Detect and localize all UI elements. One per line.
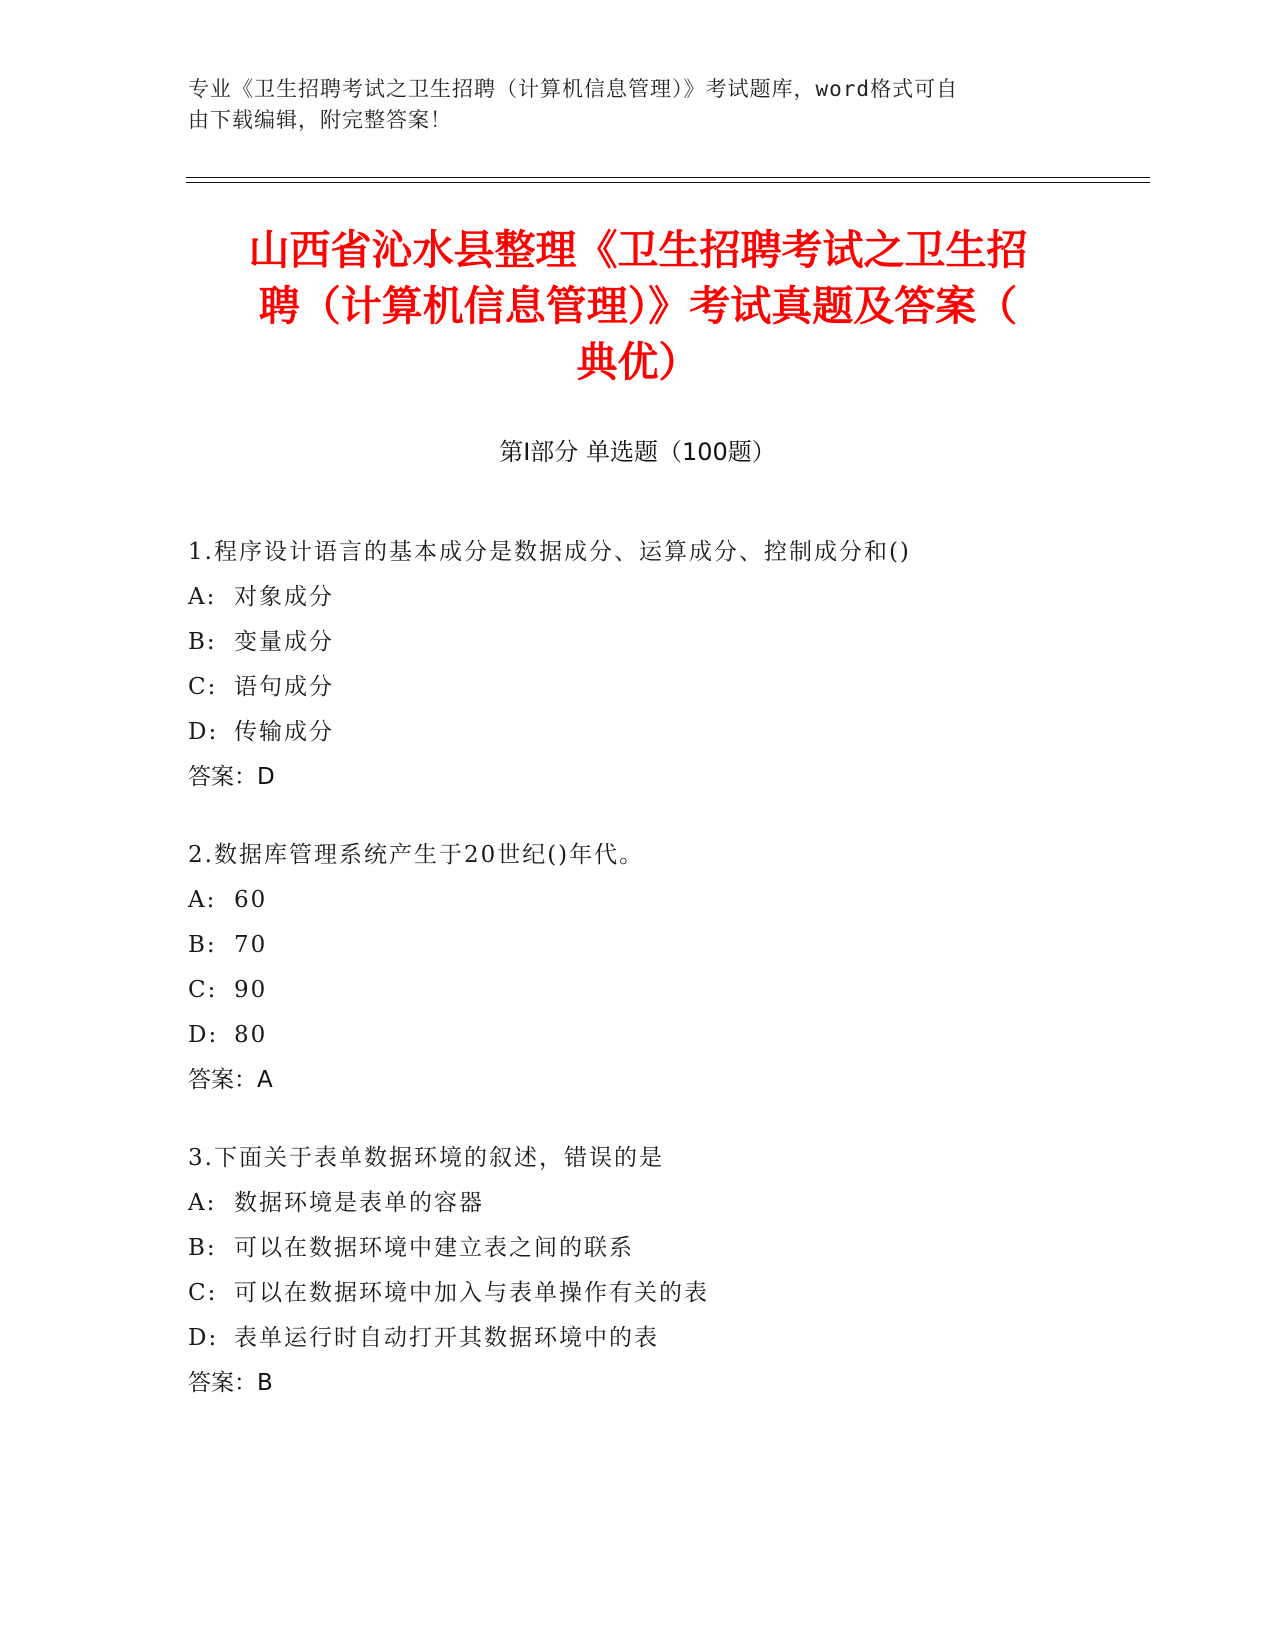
option-a bbox=[188, 878, 1118, 923]
question-list bbox=[188, 530, 1118, 1439]
section-title: 第Ⅰ部分 单选题（100题） bbox=[499, 438, 776, 466]
answer-line: 答案：A bbox=[188, 1067, 273, 1093]
option-label: B: bbox=[188, 1235, 217, 1261]
option-d bbox=[188, 710, 1118, 755]
option-b bbox=[188, 1226, 1118, 1271]
option-text: 传输成分 bbox=[234, 719, 334, 745]
option-label: B: bbox=[188, 932, 217, 958]
question-stem: 2.数据库管理系统产生于20世纪()年代。 bbox=[188, 842, 645, 868]
option-a bbox=[188, 575, 1118, 620]
option-text: 可以在数据环境中加入与表单操作有关的表 bbox=[234, 1280, 709, 1306]
option-label: D: bbox=[188, 1325, 219, 1351]
question-3 bbox=[188, 1136, 1118, 1406]
question-2 bbox=[188, 833, 1118, 1103]
option-a bbox=[188, 1181, 1118, 1226]
option-text: 语句成分 bbox=[234, 674, 334, 700]
option-text: 80 bbox=[234, 1022, 268, 1048]
document-title-line-3: 典优） bbox=[576, 338, 700, 386]
option-c bbox=[188, 1271, 1118, 1316]
option-text: 90 bbox=[234, 977, 268, 1003]
option-text: 表单运行时自动打开其数据环境中的表 bbox=[234, 1325, 659, 1351]
document-header-note bbox=[188, 74, 1068, 136]
option-text: 数据环境是表单的容器 bbox=[234, 1190, 484, 1216]
option-label: D: bbox=[188, 1022, 219, 1048]
header-divider-top bbox=[186, 177, 1150, 178]
option-label: A: bbox=[188, 1190, 217, 1216]
option-text: 60 bbox=[234, 887, 268, 913]
question-stem: 1.程序设计语言的基本成分是数据成分、运算成分、控制成分和() bbox=[188, 539, 911, 565]
option-label: A: bbox=[188, 887, 217, 913]
header-note-line-2: 由下载编辑，附完整答案！ bbox=[188, 108, 452, 132]
option-b bbox=[188, 620, 1118, 665]
option-label: A: bbox=[188, 584, 217, 610]
option-label: B: bbox=[188, 629, 217, 655]
option-text: 70 bbox=[234, 932, 268, 958]
question-stem: 3.下面关于表单数据环境的叙述，错误的是 bbox=[188, 1145, 664, 1171]
option-label: C: bbox=[188, 674, 218, 700]
option-text: 可以在数据环境中建立表之间的联系 bbox=[234, 1235, 634, 1261]
option-text: 变量成分 bbox=[234, 629, 334, 655]
answer-line: 答案：B bbox=[188, 1370, 273, 1396]
header-divider-bottom bbox=[186, 182, 1150, 183]
option-b bbox=[188, 923, 1118, 968]
option-label: C: bbox=[188, 1280, 218, 1306]
answer-line: 答案：D bbox=[188, 764, 275, 790]
document-title-line-2: 聘（计算机信息管理）》考试真题及答案（ bbox=[258, 282, 1018, 330]
option-label: C: bbox=[188, 977, 218, 1003]
option-text: 对象成分 bbox=[234, 584, 334, 610]
option-c bbox=[188, 968, 1118, 1013]
option-c bbox=[188, 665, 1118, 710]
question-1 bbox=[188, 530, 1118, 800]
option-d bbox=[188, 1316, 1118, 1361]
document-title bbox=[188, 222, 1088, 390]
header-note-line-1: 专业《卫生招聘考试之卫生招聘（计算机信息管理）》考试题库，word格式可自 bbox=[188, 77, 959, 101]
option-label: D: bbox=[188, 719, 219, 745]
document-title-line-1: 山西省沁水县整理《卫生招聘考试之卫生招 bbox=[248, 226, 1028, 274]
option-d bbox=[188, 1013, 1118, 1058]
